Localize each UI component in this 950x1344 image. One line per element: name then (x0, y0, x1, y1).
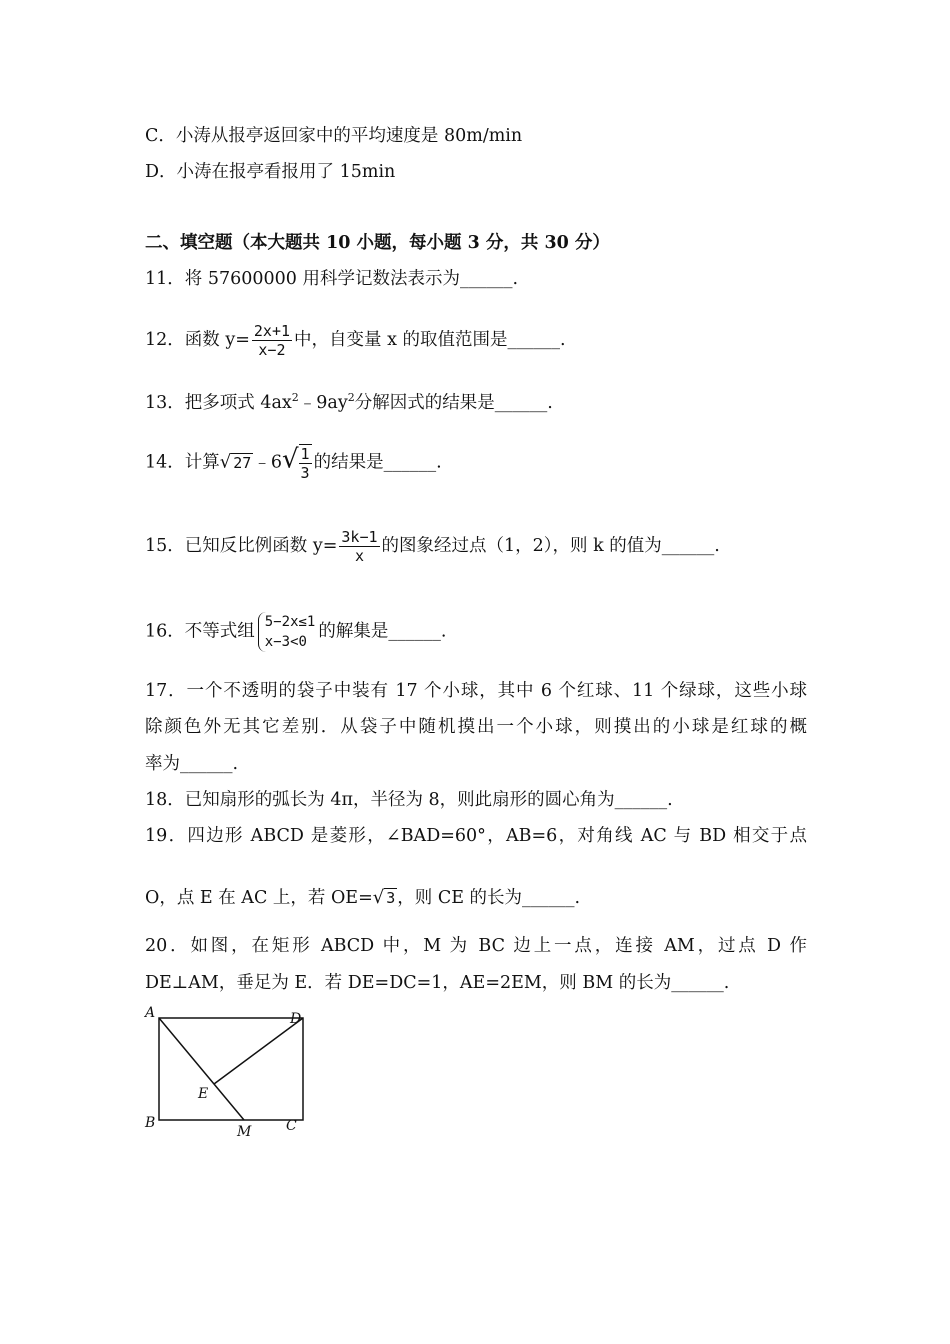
q12-denominator: x−2 (258, 341, 286, 359)
question-19-line-2 (145, 887, 580, 909)
radical-sign-icon: √ (219, 451, 232, 473)
q15-numerator: 3k−1 (341, 528, 378, 546)
q14-fraction (299, 444, 312, 482)
question-12 (145, 322, 566, 359)
q15-denominator: x (354, 547, 364, 565)
q19-prefix: O，点 E 在 AC 上，若 OE= (145, 888, 373, 908)
q14-numerator: 1 (300, 445, 310, 463)
option-c: C．小涛从报亭返回家中的平均速度是 80m/min (145, 126, 523, 146)
q15-suffix: 的图象经过点（1，2），则 k 的值为______. (381, 536, 720, 556)
inequality-system (258, 612, 316, 652)
question-20-line-1: 20．如图，在矩形 ABCD 中，M 为 BC 边上一点，连接 AM，过点 D 作 (145, 936, 807, 956)
q14-suffix: 的结果是______. (313, 452, 442, 473)
question-14 (145, 444, 442, 482)
label-b: B (145, 1115, 156, 1131)
question-13 (145, 387, 553, 414)
question-15 (145, 528, 720, 565)
q13-exponent-1: 2 (291, 391, 299, 404)
segment-de (214, 1018, 303, 1084)
option-d: D．小涛在报亭看报用了 15min (145, 162, 396, 182)
q16-suffix: 的解集是______. (318, 621, 447, 642)
q15-fraction (339, 528, 379, 565)
radical-sign-icon: √ (281, 444, 299, 475)
q14-middle: ﹣6 (253, 452, 282, 473)
q12-prefix: 12．函数 y= (145, 330, 250, 350)
label-c: C (286, 1118, 297, 1134)
question-16 (145, 612, 446, 652)
q12-suffix: 中，自变量 x 的取值范围是______. (294, 330, 566, 350)
q13-prefix: 13．把多项式 4ax (145, 392, 292, 413)
q16-row-2: x−3<0 (264, 634, 307, 650)
question-19-line-1: 19．四边形 ABCD 是菱形，∠BAD=60°，AB=6，对角线 AC 与 BD 相交于点 (145, 826, 807, 846)
q16-prefix: 16．不等式组 (145, 621, 255, 642)
q13-exponent-2: 2 (347, 391, 355, 404)
q19-suffix: ，则 CE 的长为______. (397, 888, 581, 908)
q14-denominator: 3 (300, 464, 310, 482)
q14-radicand-1: 27 (233, 453, 252, 472)
question-17-line-2: 除颜色外无其它差别．从袋子中随机摸出一个小球，则摸出的小球是红球的概 (145, 717, 807, 737)
q16-row-1: 5−2x≤1 (264, 614, 316, 630)
label-d: D (290, 1011, 302, 1027)
question-17-line-3: 率为______. (145, 754, 239, 774)
label-a: A (145, 1005, 156, 1021)
rectangle-figure (140, 1005, 320, 1140)
q15-prefix: 15．已知反比例函数 y= (145, 536, 338, 556)
q12-fraction (252, 322, 292, 359)
segment-am (159, 1018, 244, 1120)
radical-sign-icon: √ (372, 887, 385, 908)
label-m: M (237, 1124, 252, 1140)
q12-numerator: 2x+1 (253, 322, 291, 340)
question-20-line-2: DE⊥AM，垂足为 E．若 DE=DC=1，AE=2EM，则 BM 的长为______. (145, 973, 730, 993)
q13-suffix: 分解因式的结果是______. (354, 392, 553, 413)
question-11: 11．将 57600000 用科学记数法表示为______. (145, 269, 519, 289)
question-18: 18．已知扇形的弧长为 4π，半径为 8，则此扇形的圆心角为______. (145, 790, 673, 810)
q14-prefix: 14．计算 (145, 452, 220, 473)
section-heading: 二、填空题（本大题共 10 小题，每小题 3 分，共 30 分） (145, 233, 610, 253)
question-17-line-1: 17．一个不透明的袋子中装有 17 个小球，其中 6 个红球、11 个绿球，这些小球 (145, 681, 807, 701)
q13-middle: ﹣9ay (298, 392, 348, 413)
label-e: E (198, 1086, 209, 1102)
q19-radicand: 3 (386, 889, 396, 907)
